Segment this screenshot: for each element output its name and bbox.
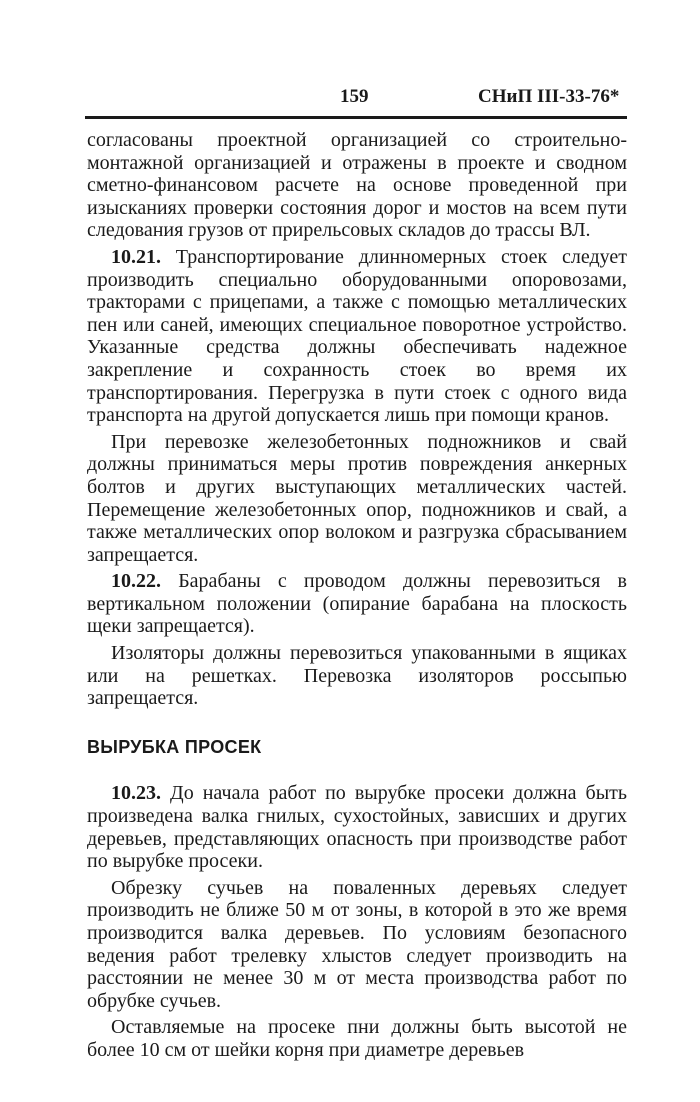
clause-number: 10.23. [111,782,161,805]
paragraph-continuation: согласованы проектной организацией со строительно-монтажной организацией и отражены в проекте и сводном сметно-финансовом расчете на основе проведенной при изысканиях проверки состояния дорог и мостов на всем пути следования грузов от прирельсовых складов до трассы ВЛ. [87,129,627,242]
header-rule [85,116,627,119]
paragraph-text: Транспортирование длинномерных стоек следует производить специально оборудованными опоровозами, тракторами с прицепами, а также с помощью металлических пен или саней, имеющих специальное поворотное устройство. Указанные средства должны обеспечивать надежное закрепление и сохранность стоек во время их транспортирования. Перегрузка в пути стоек с одного вида транспорта на другой допускается лишь при помощи кранов. [87,245,627,427]
section-heading: ВЫРУБКА ПРОСЕК [87,736,262,757]
document-body [87,129,627,1062]
paragraph-10-23 [87,782,627,872]
paragraph-10-21 [87,246,627,427]
paragraph-reinforced-foundations: При перевозке железобетонных подножников и свай должны приниматься меры против повреждения анкерных болтов и других выступающих металлических частей. Перемещение железобетонных опор, подножников и свай, а также металлических опор волоком и разгрузка сбрасыванием запрещается. [87,430,627,566]
document-code: СНиП III-33-76* [478,86,620,107]
clause-number: 10.21. [111,245,161,268]
paragraph-stumps: Оставляемые на просеке пни должны быть высотой не более 10 см от шейки корня при диаметре деревьев [87,1016,627,1061]
paragraph-10-22 [87,570,627,638]
page-number: 159 [340,86,369,107]
paragraph-insulators: Изоляторы должны перевозиться упакованными в ящиках или на решетках. Перевозка изоляторов россыпью запрещается. [87,642,627,710]
paragraph-text: До начала работ по вырубке просеки должна быть произведена валка гнилых, сухостойных, зависших и других деревьев, представляющих опасность при производстве работ по вырубке просеки. [87,782,627,873]
paragraph-branch-trimming: Обрезку сучьев на поваленных деревьях следует производить не ближе 50 м от зоны, в которой в это же время производится валка деревьев. По условиям безопасного ведения работ трелевку хлыстов следует производить на расстоянии не менее 30 м от места производства работ по обрубке сучьев. [87,876,627,1012]
clause-number: 10.22. [111,570,161,593]
paragraph-text: Барабаны с проводом должны перевозиться в вертикальном положении (опирание барабана на плоскость щеки запрещается). [87,570,627,638]
